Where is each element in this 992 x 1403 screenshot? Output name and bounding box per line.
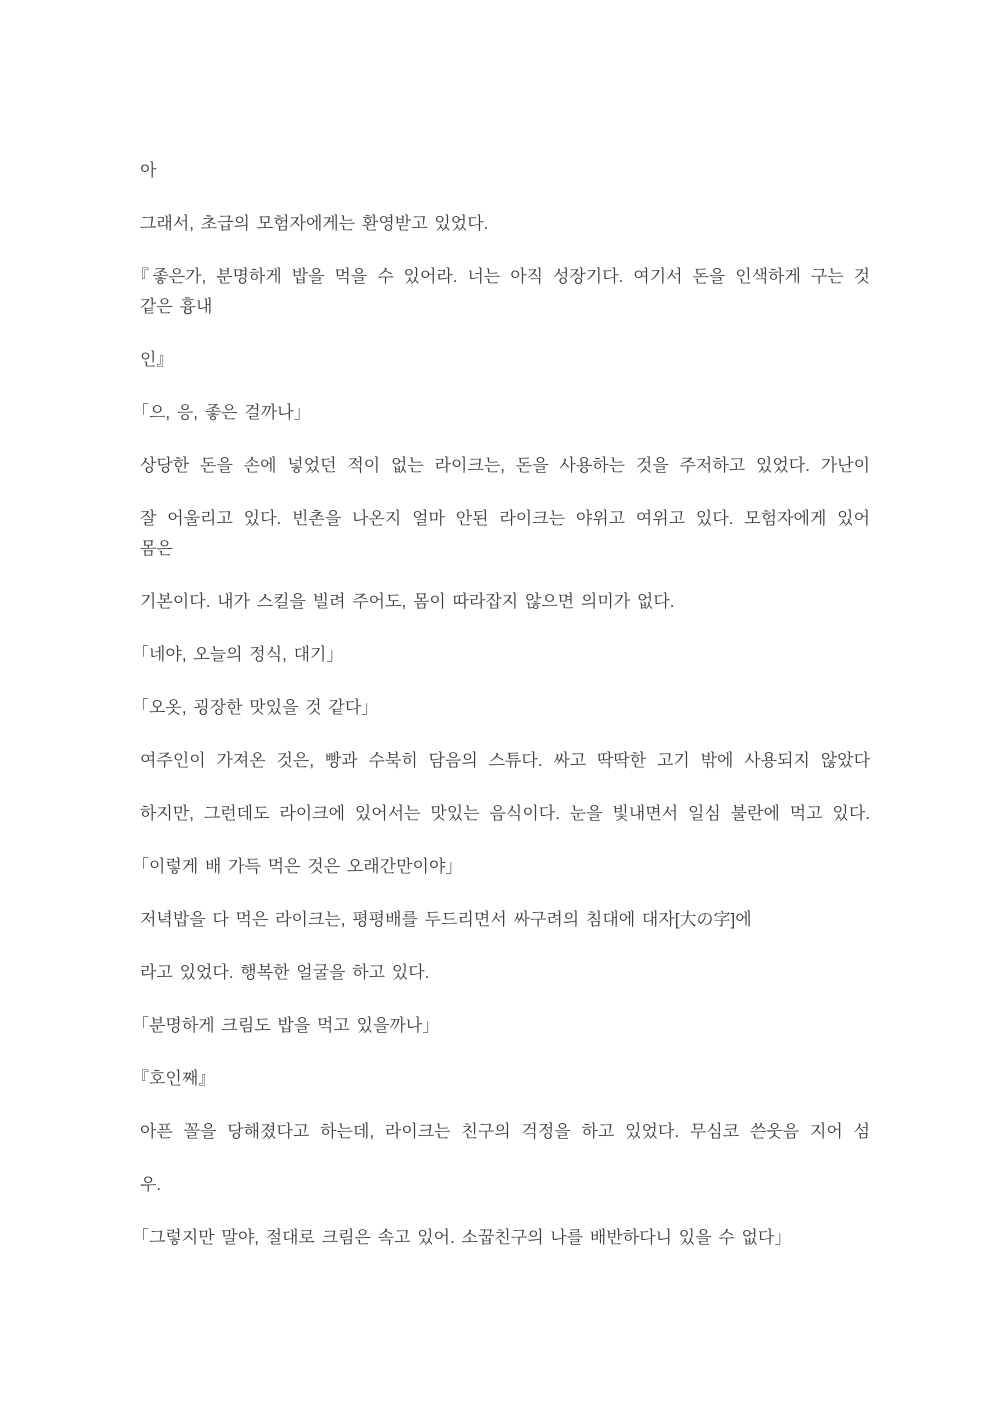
paragraph — [132, 398, 870, 428]
text-line: 같은 흉내 — [140, 297, 213, 316]
paragraph — [132, 640, 870, 670]
paragraph — [140, 209, 870, 239]
paragraph — [140, 905, 870, 935]
text-line: 「분명하게 크림도 밥을 먹고 있을까나」 — [132, 1016, 440, 1035]
paragraph — [132, 1011, 870, 1041]
text-line: 하지만, 그런데도 라이크에 있어서는 맛있는 음식이다. 눈을 빛내면서 일심 불란에 먹고 있다. — [140, 804, 870, 823]
paragraph — [140, 345, 870, 375]
text-line: 「그렇지만 말야, 절대로 크림은 속고 있어. 소꿉친구의 나를 배반하다니 있을 수 없다」 — [132, 1228, 792, 1247]
text-line: 여주인이 가져온 것은, 빵과 수북히 담음의 스튜다. 싸고 딱딱한 고기 밖에 사용되지 않았다 — [140, 751, 870, 770]
text-line: 기본이다. 내가 스킬을 빌려 주어도, 몸이 따라잡지 않으면 의미가 없다. — [140, 592, 675, 611]
paragraph — [140, 587, 870, 617]
text-line: 상당한 돈을 손에 넣었던 적이 없는 라이크는, 돈을 사용하는 것을 주저하고 있었다. 가난이 — [140, 456, 870, 475]
text-line: 『좋은가, 분명하게 밥을 먹을 수 있어라. 너는 아직 성장기다. 여기서 돈을 인색하게 구는 것 — [132, 267, 870, 286]
paragraph — [132, 262, 870, 322]
text-line: 「이렇게 배 가득 먹은 것은 오래간만이야」 — [132, 857, 463, 876]
text-line: 아 — [140, 161, 157, 180]
paragraph — [132, 1223, 870, 1253]
paragraph — [140, 451, 870, 481]
text-line: 라고 있었다. 행복한 얼굴을 하고 있다. — [140, 963, 430, 982]
text-line: 「네야, 오늘의 정식, 대기」 — [132, 645, 344, 664]
paragraph — [132, 693, 870, 723]
text-line: 인』 — [140, 350, 174, 369]
text-line: 아픈 꼴을 당해졌다고 하는데, 라이크는 친구의 걱정을 하고 있었다. 무심코 쓴웃음 지어 섬 — [140, 1122, 870, 1141]
paragraph — [132, 1064, 870, 1094]
text-line: 우. — [140, 1175, 162, 1194]
text-line: 『호인째』 — [132, 1069, 216, 1088]
paragraph — [140, 1117, 870, 1147]
paragraph — [132, 852, 870, 882]
text-line: 「오옷, 굉장한 맛있을 것 같다」 — [132, 698, 379, 717]
paragraph — [140, 799, 870, 829]
text-line: 그래서, 초급의 모험자에게는 환영받고 있었다. — [140, 214, 489, 233]
text-line: 잘 어울리고 있다. 빈촌을 나온지 얼마 안된 라이크는 야위고 여위고 있다. 모험자에게 있어 — [140, 509, 870, 528]
paragraph — [140, 156, 870, 186]
paragraph — [140, 958, 870, 988]
paragraph — [140, 504, 870, 564]
paragraph — [140, 746, 870, 776]
text-line: 「으, 응, 좋은 걸까나」 — [132, 403, 311, 422]
text-line: 저녁밥을 다 먹은 라이크는, 평평배를 두드리면서 싸구려의 침대에 대자[大の字]에 — [140, 910, 752, 929]
paragraph — [140, 1170, 870, 1200]
text-line: 몸은 — [140, 539, 173, 558]
